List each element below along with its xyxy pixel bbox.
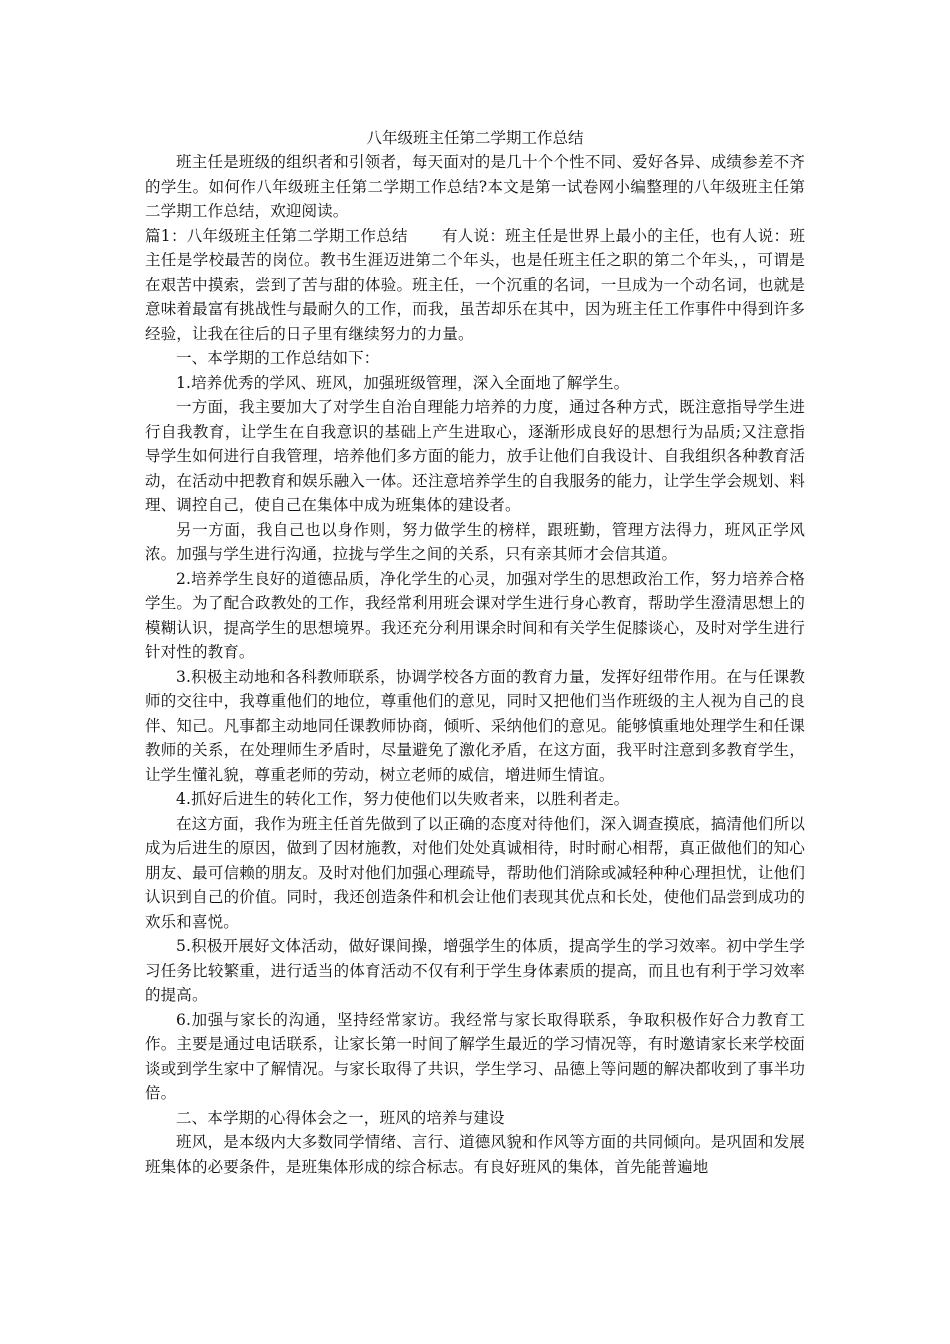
item-1-heading: 1.培养优秀的学风、班风，加强班级管理，深入全面地了解学生。 (176, 373, 630, 392)
body-paragraph: 在这方面，我作为班主任首先做到了以正确的态度对待他们，深入调查摸底，搞清他们所以成为后进生的原因，做到了因材施教，对他们处处真诚相待，时时耐心相帮，真正做他们的知心朋友、最可信赖的朋友。及时对他们加强心理疏导，帮助他们消除或减轻种种心理担忧，让他们认识到自己的价值。同时，我还创造条件和机会让他们表现其优点和长处，使他们品尝到成功的欢乐和喜悦。 (145, 814, 805, 931)
document-title: 八年级班主任第二学期工作总结 (366, 129, 584, 147)
chapter-heading: 篇1：八年级班主任第二学期工作总结 (145, 226, 408, 245)
intro-paragraph: 班主任是班级的组织者和引领者，每天面对的是几十个个性不同、爱好各异、成绩参差不齐的学生。如何作八年级班主任第二学期工作总结?本文是第一试卷网小编整理的八年级班主任第二学期工作总结，欢迎阅读。 (145, 153, 805, 220)
body-paragraph: 一方面，我主要加大了对学生自治自理能力培养的力度，通过各种方式，既注意指导学生进行自我教育，让学生在自我意识的基础上产生进取心，逐渐形成良好的思想行为品质;又注意指导学生如何进行自我管理，培养他们多方面的能力，放手让他们自我设计、自我组织各种教育活动，在活动中把教育和娱乐融入一体。还注意培养学生的自我服务的能力，让学生学会规划、料理、调控自己，使自己在集体中成为班集体的建设者。 (145, 398, 805, 514)
chapter-paragraph (145, 224, 805, 347)
document-page (145, 126, 805, 1179)
item-3-paragraph: 3.积极主动地和各科教师联系，协调学校各方面的教育力量，发挥好纽带作用。在与任课教师的交往中，我尊重他们的地位，尊重他们的意见，同时又把他们当作班级的主人视为自己的良伴、知己。凡事都主动地同任课教师协商，倾听、采纳他们的意见。能够慎重地处理学生和任课教师的关系，在处理师生矛盾时，尽量避免了激化矛盾，在这方面，我平时注意到多教育学生，让学生懂礼貌，尊重老师的劳动，树立老师的威信，增进师生情谊。 (145, 667, 805, 784)
chapter-text: 有人说：班主任是世界上最小的主任，也有人说：班主任是学校最苦的岗位。教书生涯迈进第二个年头，也是任班主任之职的第二个年头，，可谓是在艰苦中摸索，尝到了苦与甜的体验。班主任，一个沉重的名词，一旦成为一个动名词，也就是意味着最富有挑战性与最耐久的工作，而我，虽苦却乐在其中，因为班主任工作事件中得到许多经验，让我在往后的日子里有继续努力的力量。 (145, 226, 805, 343)
section-heading-2: 二、本学期的心得体会之一，班风的培养与建设 (176, 1108, 505, 1127)
section-heading-1: 一、本学期的工作总结如下： (176, 349, 380, 367)
body-paragraph: 班风，是本级内大多数同学情绪、言行、道德风貌和作风等方面的共同倾向。是巩固和发展班集体的必要条件，是班集体形成的综合标志。有良好班风的集体，首先能普遍地 (145, 1133, 805, 1176)
body-paragraph: 另一方面，我自己也以身作则，努力做学生的榜样，跟班勤，管理方法得力，班风正学风浓。加强与学生进行沟通，拉拢与学生之间的关系，只有亲其师才会信其道。 (145, 520, 805, 563)
item-6-paragraph: 6.加强与家长的沟通，坚持经常家访。我经常与家长取得联系，争取积极作好合力教育工作。主要是通过电话联系，让家长第一时间了解学生最近的学习情况等，有时邀请家长来学校面谈或到学生家中了解情况。与家长取得了共识，学生学习、品德上等问题的解决都收到了事半功倍。 (145, 1010, 805, 1102)
item-5-paragraph: 5.积极开展好文体活动，做好课间操，增强学生的体质，提高学生的学习效率。初中学生学习任务比较繁重，进行适当的体育活动不仅有利于学生身体素质的提高，而且也有利于学习效率的提高。 (145, 937, 805, 1004)
item-2-paragraph: 2.培养学生良好的道德品质，净化学生的心灵，加强对学生的思想政治工作，努力培养合格学生。为了配合政教处的工作，我经常利用班会课对学生进行身心教育，帮助学生澄清思想上的模糊认识，提高学生的思想境界。我还充分利用课余时间和有关学生促膝谈心，及时对学生进行针对性的教育。 (145, 569, 805, 661)
item-4-heading: 4.抓好后进生的转化工作，努力使他们以失败者来，以胜利者走。 (176, 790, 630, 808)
